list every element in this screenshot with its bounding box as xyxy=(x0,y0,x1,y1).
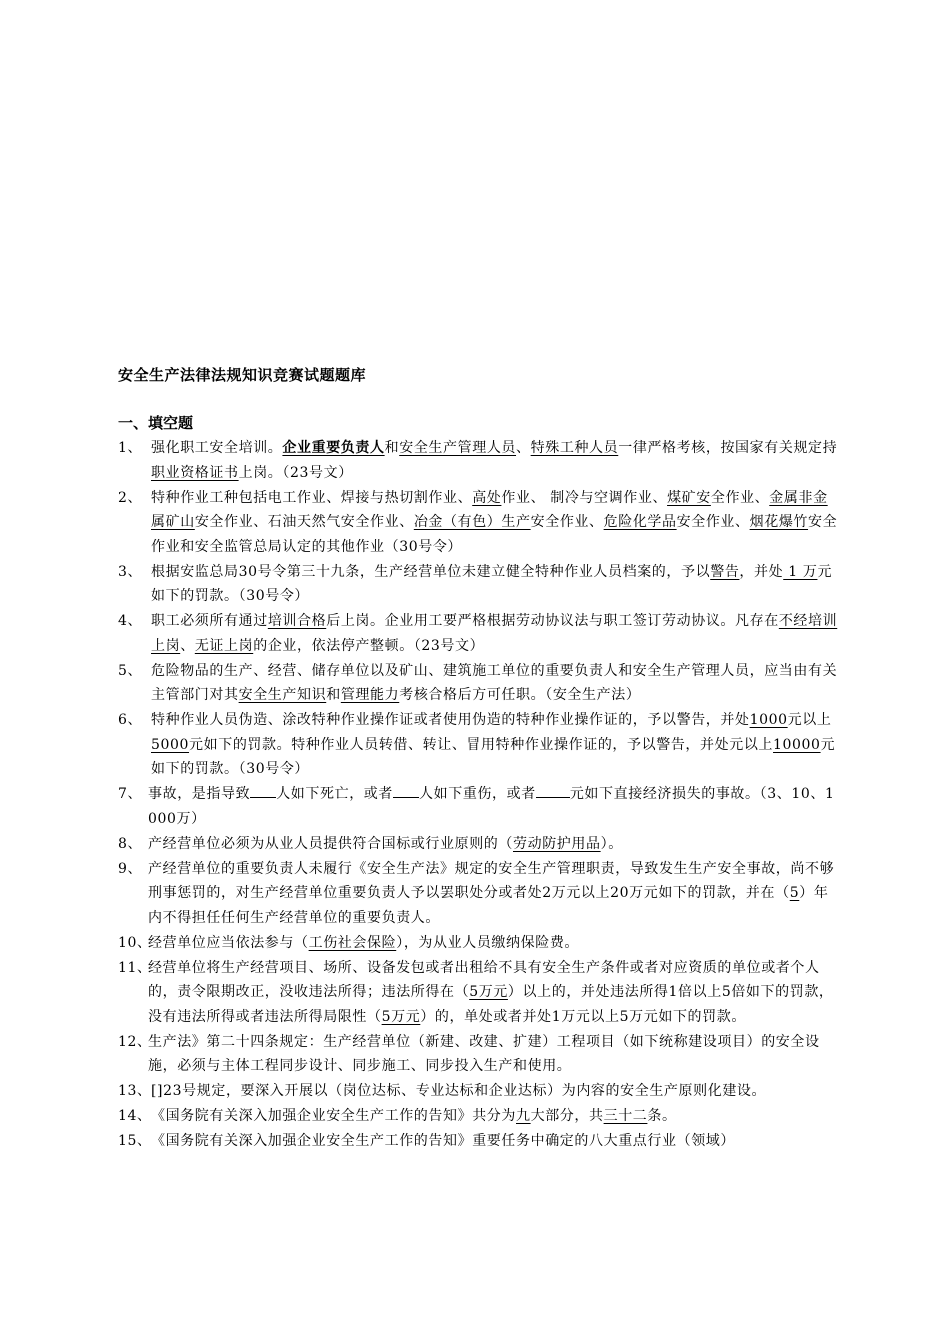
question-number: 5、 xyxy=(118,662,143,679)
answer-text: 企业重要负责人 xyxy=(282,440,385,456)
question-text: 《国务院有关深入加强企业安全生产工作的告知》重要任务中确定的八大重点行业（领域） xyxy=(151,1133,735,1149)
question-text: 元以上 xyxy=(787,712,832,728)
fill-in-blank xyxy=(250,783,276,798)
answer-text: 5万元 xyxy=(469,984,508,1000)
question-item xyxy=(118,857,838,931)
answer-text: 无证上岗 xyxy=(194,637,254,654)
question-text: 特种作业人员伪造、涂改特种作业操作证或者使用伪造的特种作业操作证的，予以警告，并处 xyxy=(151,712,750,728)
answer-text: 1 万 xyxy=(783,563,818,580)
answer-text: 5万元 xyxy=(381,1008,421,1025)
question-item xyxy=(118,708,838,782)
fill-in-blank xyxy=(393,783,419,798)
question-text: 特种作业工种包括电工作业、焊接与热切割作业、 xyxy=(151,489,473,506)
answer-text: 安全生产管理人员 xyxy=(399,440,517,456)
question-text: ，并处 xyxy=(739,563,784,580)
answer-text: 培训合格 xyxy=(267,613,327,629)
answer-text: 职业资格证书 xyxy=(151,464,239,481)
question-text: ）的，单处或者并处1万元以上5万元如下的罚款。 xyxy=(420,1008,746,1025)
question-item xyxy=(118,1104,838,1129)
question-text: 根据安监总局30号令第三十九条，生产经营单位未建立健全特种作业人员档案的，予以 xyxy=(151,563,711,580)
question-item xyxy=(118,782,838,831)
question-text: 考核合格后方可任职。（安全生产法） xyxy=(399,687,641,703)
question-text: 和 xyxy=(384,440,400,456)
question-number: 3、 xyxy=(118,563,143,580)
question-number: 2、 xyxy=(118,489,143,506)
question-item xyxy=(118,436,838,485)
question-number: 14、 xyxy=(118,1108,152,1124)
question-text: 元如下的罚款。（30号令） xyxy=(151,736,836,777)
question-text: 大部分，共 xyxy=(530,1108,604,1124)
answer-text: 特殊工种人员 xyxy=(530,440,619,456)
question-text: 产经营单位必须为从业人员提供符合国标或行业原则的（ xyxy=(148,835,513,852)
question-list xyxy=(118,436,838,1154)
question-number: 15、 xyxy=(118,1133,152,1149)
question-number: 4、 xyxy=(118,613,143,629)
question-item xyxy=(118,609,838,658)
question-item xyxy=(118,560,838,609)
question-item xyxy=(118,832,838,857)
question-number: 12、 xyxy=(118,1033,152,1050)
answer-text: 5000 xyxy=(151,736,190,753)
question-item xyxy=(118,1030,838,1079)
question-text: 上岗。（23号文） xyxy=(238,464,353,481)
question-item xyxy=(118,1079,838,1104)
question-text: 条。 xyxy=(647,1108,677,1124)
question-text: 后上岗。企业用工要严格根据劳动协议法与职工签订劳动协议。凡存在 xyxy=(326,613,779,629)
answer-text: 烟花爆竹 xyxy=(749,514,809,530)
question-text: 经营单位将生产经营项目、场所、设备发包或者出租给不具有安全生产条件或者对应资质的单位或者个人的，责令限期改正，没收违法所得；违法所得在（ xyxy=(148,959,820,1000)
question-text: 元如下直接经济损失的事故。（3、10、1000万） xyxy=(148,786,835,827)
question-text: 元如下的罚款。（30号令） xyxy=(151,563,833,604)
question-number: 7、 xyxy=(118,786,143,802)
question-text: 元如下的罚款。特种作业人员转借、转让、冒用特种作业操作证的，予以警告，并处元以上 xyxy=(189,736,774,753)
question-text: 的企业，依法停产整顿。（23号文） xyxy=(253,637,485,654)
question-text: 全作业、 xyxy=(710,489,770,506)
fill-in-blank xyxy=(536,783,570,798)
answer-text: 管理能力 xyxy=(340,687,400,703)
question-text: ）。 xyxy=(600,835,623,852)
answer-text: 九 xyxy=(516,1108,531,1124)
question-text: ），为从业人员缴纳保险费。 xyxy=(396,934,580,951)
question-item xyxy=(118,956,838,1030)
question-text: ）以上的，并处违法所得1倍以上5倍如下的罚款，没有违法所得或者违法所得局限性（ xyxy=(148,984,834,1025)
question-item xyxy=(118,659,838,708)
question-item xyxy=(118,1129,838,1154)
question-text: 、 xyxy=(180,637,195,654)
question-number: 9、 xyxy=(118,860,143,877)
question-text: 、 xyxy=(516,440,531,456)
question-text: 安全作业、石油天然气安全作业、 xyxy=(194,514,414,530)
answer-text: 劳动防护用品 xyxy=(513,835,601,852)
answer-text: 危险化学品 xyxy=(603,514,677,530)
answer-text: 煤矿安 xyxy=(667,489,711,506)
answer-text: 金属非金属矿山 xyxy=(151,489,828,530)
question-text: 危险物品的生产、经营、储存单位以及矿山、建筑施工单位的重要负责人和安全生产管理人员，应当由有关主管部门对其 xyxy=(151,662,838,703)
question-item xyxy=(118,931,838,956)
question-number: 13、 xyxy=(118,1083,152,1099)
question-text: 一律严格考核，按国家有关规定持 xyxy=(618,440,838,456)
question-text: 和 xyxy=(326,687,341,703)
question-text: 安全作业和安全监管总局认定的其他作业（30号令） xyxy=(151,514,838,555)
question-text: 职工必须所有通过 xyxy=(151,613,268,629)
question-text: ）年内不得担任任何生产经营单位的重要负责人。 xyxy=(148,885,829,926)
question-text: 产经营单位的重要负责人未履行《安全生产法》规定的安全生产管理职责，导致发生生产安全事故，尚不够刑事惩罚的，对生产经营单位重要负责人予以罢职处分或者处2万元以上20万元如下的罚款，并在（ xyxy=(148,860,835,901)
question-text: 事故，是指导致 xyxy=(148,786,251,802)
question-text: 强化职工安全培训。 xyxy=(151,440,283,456)
question-text: 经营单位应当依法参与（ xyxy=(148,934,309,951)
answer-text: 冶金（有色）生产 xyxy=(413,514,531,530)
question-text: 人如下死亡，或者 xyxy=(276,786,394,802)
document-title: 安全生产法律法规知识竞赛试题题库 xyxy=(118,366,367,384)
question-text: 安全作业、 xyxy=(530,514,604,530)
question-text: 生产法》第二十四条规定：生产经营单位（新建、改建、扩建）工程项目（如下统称建设项目）的安全设施，必须与主体工程同步设计、同步施工、同步投入生产和使用。 xyxy=(148,1033,820,1074)
answer-text: 10000 xyxy=(773,736,821,753)
section-heading: 一、填空题 xyxy=(118,414,194,432)
answer-text: 高处 xyxy=(472,489,502,506)
question-number: 1、 xyxy=(118,440,143,456)
question-text: 作业、 制冷与空调作业、 xyxy=(501,489,668,506)
question-text: 安全作业、 xyxy=(676,514,750,530)
answer-text: 1000 xyxy=(749,712,788,728)
question-text: 人如下重伤，或者 xyxy=(419,786,536,802)
answer-text: 三十二 xyxy=(603,1108,648,1124)
question-number: 6、 xyxy=(118,712,143,728)
answer-text: 5 xyxy=(789,885,800,901)
answer-text: 安全生产知识 xyxy=(238,687,327,703)
answer-text: 工伤社会保险 xyxy=(308,934,397,951)
question-number: 8、 xyxy=(118,835,143,852)
question-text: 《国务院有关深入加强企业安全生产工作的告知》共分为 xyxy=(151,1108,516,1124)
question-text: []23号规定，要深入开展以（岗位达标、专业达标和企业达标）为内容的安全生产原则化建设。 xyxy=(151,1083,767,1099)
question-number: 10、 xyxy=(118,934,152,951)
question-number: 11、 xyxy=(118,959,152,976)
question-item xyxy=(118,486,838,560)
answer-text: 警告 xyxy=(710,563,740,580)
answer-text: 不经培训上岗 xyxy=(151,613,838,654)
